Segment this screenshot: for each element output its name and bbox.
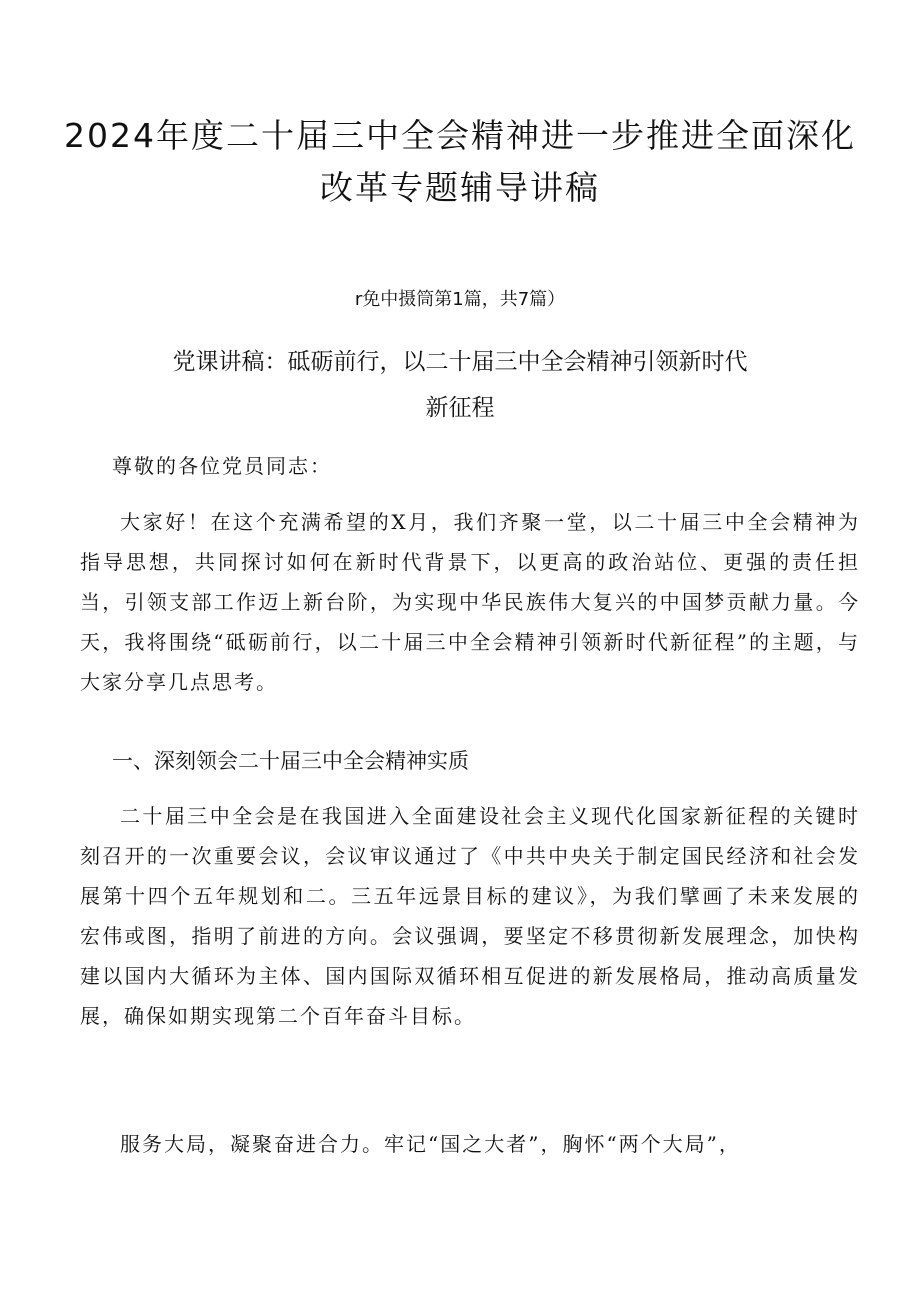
section-heading-line-1: 党课讲稿：砥砺前行，以二十届三中全会精神引领新时代	[172, 349, 748, 375]
body-paragraph-1: 二十届三中全会是在我国进入全面建设社会主义现代化国家新征程的关键时刻召开的一次重要会议，会议审议通过了《中共中央关于制定国民经济和社会发展第十四个五年规划和二。三五年远景目标的建议》，为我们擘画了未来发展的宏伟或图，指明了前进的方向。会议强调，要坚定不移贯彻新发展理念，加快构建以国内大循环为主体、国内国际双循环相互促进的新发展格局，推动高质量发展，确保如期实现第二个百年奋斗目标。	[80, 804, 860, 1028]
intro-paragraph: 大家好！在这个充满希望的X月，我们齐聚一堂，以二十届三中全会精神为指导思想，共同探讨如何在新时代背景下，以更高的政治站位、更强的责任担当，引领支部工作迈上新台阶，为实现中华民族伟大复兴的中国梦贡献力量。今天，我将围绕“砥砺前行，以二十届三中全会精神引领新时代新征程”的主题，与大家分享几点思考。	[80, 510, 860, 694]
document-subtitle: r免中摄筒第1篇，共7篇）	[354, 289, 566, 310]
section-heading-line-2: 新征程	[425, 395, 495, 421]
salutation: 尊敬的各位党员同志：	[112, 454, 332, 478]
document-title-line-1: 2024年度二十届三中全会精神进一步推进全面深化	[64, 116, 856, 155]
point-1-heading: 一、深刻领会二十届三中全会精神实质	[112, 749, 469, 773]
document-title-line-2: 改革专题辅导讲稿	[320, 168, 600, 207]
body-paragraph-2: 服务大局，凝聚奋进合力。牢记“国之大者”，胸怀“两个大局”，	[120, 1132, 741, 1156]
